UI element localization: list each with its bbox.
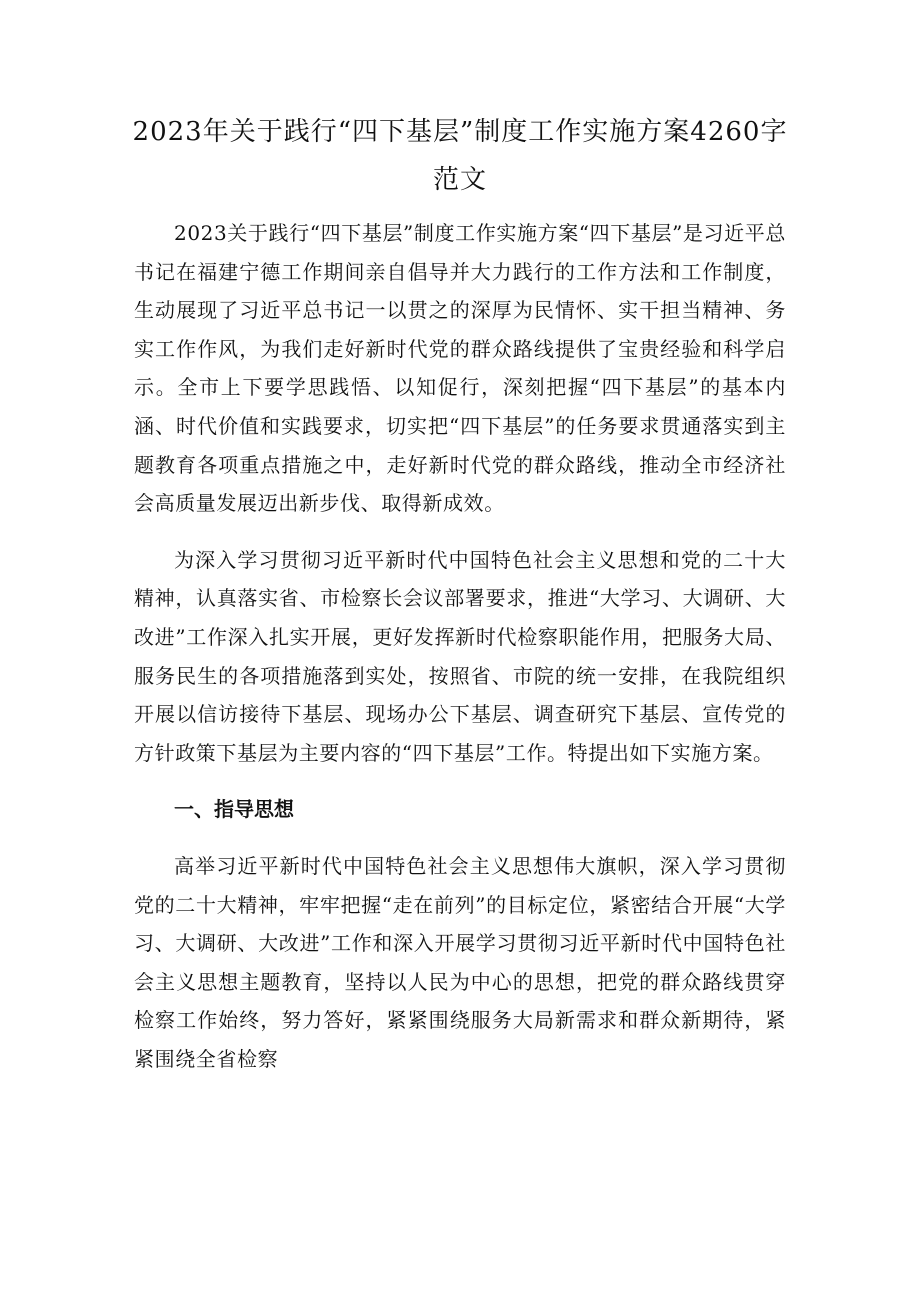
document-title: 2023年关于践行“四下基层”制度工作实施方案4260字范文 bbox=[132, 117, 788, 195]
paragraph-purpose: 为深入学习贯彻习近平新时代中国特色社会主义思想和党的二十大精神，认真落实省、市检察长会议部署要求，推进“大学习、大调研、大改进”工作深入扎实开展，更好发挥新时代检察职能作用，把服务大局、服务民生的各项措施落到实处，按照省、市院的统一安排，在我院组织开展以信访接待下基层、现场办公下基层、调查研究下基层、宣传党的方针政策下基层为主要内容的“四下基层”工作。特提出如下实施方案。 bbox=[134, 547, 786, 765]
section-heading-guiding-ideology: 一、指导思想 bbox=[174, 797, 294, 822]
paragraph-guiding-ideology: 高举习近平新时代中国特色社会主义思想伟大旗帜，深入学习贯彻党的二十大精神，牢牢把握“走在前列”的目标定位，紧密结合开展“大学习、大调研、大改进”工作和深入开展学习贯彻习近平新时代中国特色社会主义思想主题教育，坚持以人民为中心的思想，把党的群众路线贯穿检察工作始终，努力答好，紧紧围绕服务大局新需求和群众新期待，紧紧围绕全省检察 bbox=[134, 853, 786, 1071]
document-body bbox=[134, 214, 786, 1096]
paragraph-intro: 2023关于践行“四下基层”制度工作实施方案“四下基层”是习近平总书记在福建宁德工作期间亲自倡导并大力践行的工作方法和工作制度，生动展现了习近平总书记一以贯之的深厚为民情怀、实干担当精神、务实工作作风，为我们走好新时代党的群众路线提供了宝贵经验和科学启示。全市上下要学思践悟、以知促行，深刻把握“四下基层”的基本内涵、时代价值和实践要求，切实把“四下基层”的任务要求贯通落实到主题教育各项重点措施之中，走好新时代党的群众路线，推动全市经济社会高质量发展迈出新步伐、取得新成效。 bbox=[134, 221, 786, 516]
